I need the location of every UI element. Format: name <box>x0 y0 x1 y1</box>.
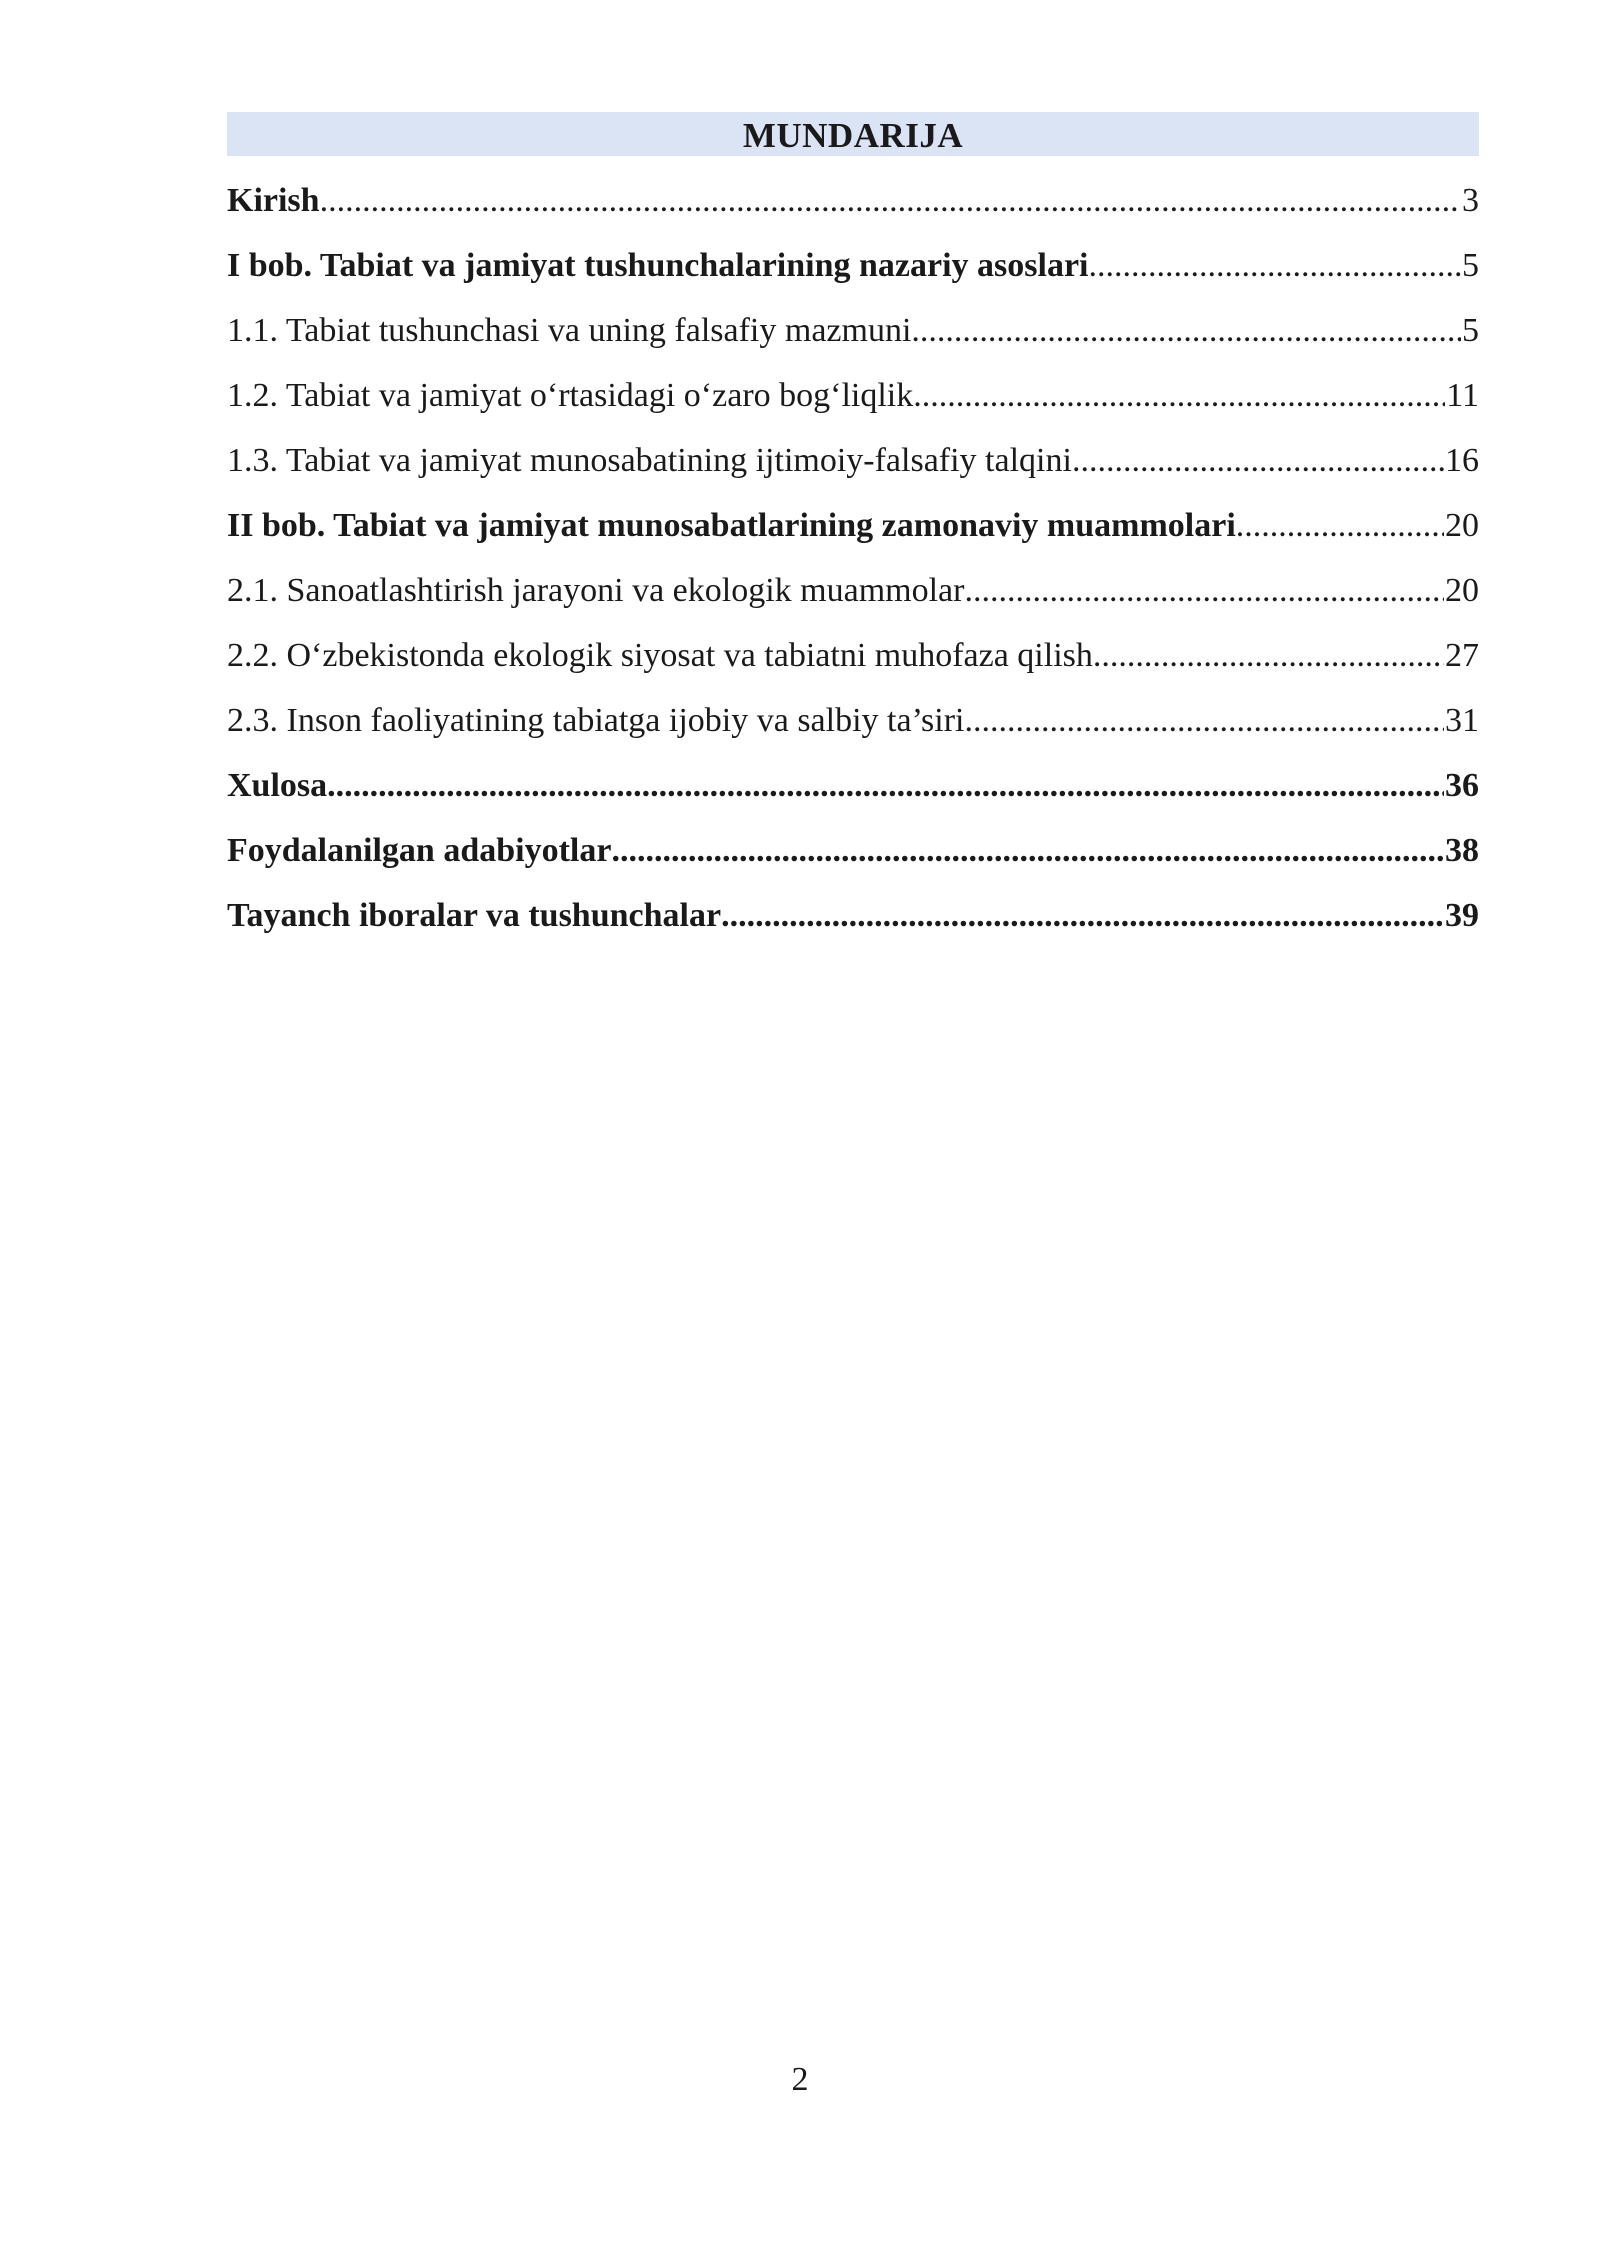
toc-entry-1[interactable] <box>227 233 1479 298</box>
toc-entry-9[interactable] <box>227 753 1479 818</box>
table-of-contents <box>227 168 1479 948</box>
toc-entry-0[interactable] <box>227 168 1479 233</box>
toc-entry-title: II bob. Tabiat va jamiyat munosabatlarining zamonaviy muammolari <box>227 507 1236 544</box>
toc-dot-leader <box>964 688 1444 753</box>
toc-entry-page: 3 <box>1462 182 1479 219</box>
toc-entry-8[interactable] <box>227 688 1479 753</box>
toc-entry-page: 31 <box>1445 702 1479 739</box>
page-number: 2 <box>791 2061 809 2098</box>
toc-entry-title: Kirish <box>227 182 320 219</box>
toc-dot-leader <box>611 818 1444 883</box>
toc-entry-4[interactable] <box>227 428 1479 493</box>
toc-dot-leader <box>1093 623 1444 688</box>
toc-entry-page: 5 <box>1462 247 1479 284</box>
toc-entry-10[interactable] <box>227 818 1479 883</box>
toc-entry-title: I bob. Tabiat va jamiyat tushunchalarining nazariy asoslari <box>227 247 1089 284</box>
toc-heading: MUNDARIJA <box>227 112 1479 156</box>
toc-entry-title: 2.1. Sanoatlashtirish jarayoni va ekologik muammolar <box>227 572 965 609</box>
toc-dot-leader <box>913 363 1445 428</box>
toc-entry-title: Foydalanilgan adabiyotlar <box>227 832 612 869</box>
toc-entry-page: 38 <box>1445 832 1479 869</box>
toc-entry-page: 39 <box>1445 897 1479 934</box>
toc-entry-title: 1.3. Tabiat va jamiyat munosabatining ijtimoiy-falsafiy talqini <box>227 442 1072 479</box>
toc-entry-page: 11 <box>1446 377 1479 414</box>
toc-entry-title: Tayanch iboralar va tushunchalar <box>227 897 722 934</box>
toc-entry-5[interactable] <box>227 493 1479 558</box>
toc-entry-3[interactable] <box>227 363 1479 428</box>
toc-entry-title: 2.3. Inson faoliyatining tabiatga ijobiy va salbiy ta’siri <box>227 702 965 739</box>
toc-entry-page: 5 <box>1462 312 1479 349</box>
toc-entry-2[interactable] <box>227 298 1479 363</box>
toc-entry-title: Xulosa <box>227 767 328 804</box>
toc-dot-leader <box>964 558 1444 623</box>
toc-dot-leader <box>1072 428 1444 493</box>
toc-entry-7[interactable] <box>227 623 1479 688</box>
toc-entry-page: 16 <box>1445 442 1479 479</box>
toc-entry-page: 20 <box>1445 572 1479 609</box>
toc-entry-title: 1.1. Tabiat tushunchasi va uning falsafiy mazmuni <box>227 312 912 349</box>
toc-entry-title: 2.2. O‘zbekistonda ekologik siyosat va tabiatni muhofaza qilish <box>227 637 1093 674</box>
toc-entry-page: 27 <box>1445 637 1479 674</box>
toc-dot-leader <box>1236 493 1444 558</box>
toc-entry-6[interactable] <box>227 558 1479 623</box>
toc-dot-leader <box>327 753 1444 818</box>
toc-entry-11[interactable] <box>227 883 1479 948</box>
toc-dot-leader <box>721 883 1444 948</box>
toc-dot-leader <box>1089 233 1461 298</box>
toc-entry-title: 1.2. Tabiat va jamiyat o‘rtasidagi o‘zaro bog‘liqlik <box>227 377 914 414</box>
toc-entry-page: 36 <box>1445 767 1479 804</box>
toc-entry-page: 20 <box>1445 507 1479 544</box>
toc-dot-leader <box>320 168 1461 233</box>
toc-dot-leader <box>911 298 1461 363</box>
